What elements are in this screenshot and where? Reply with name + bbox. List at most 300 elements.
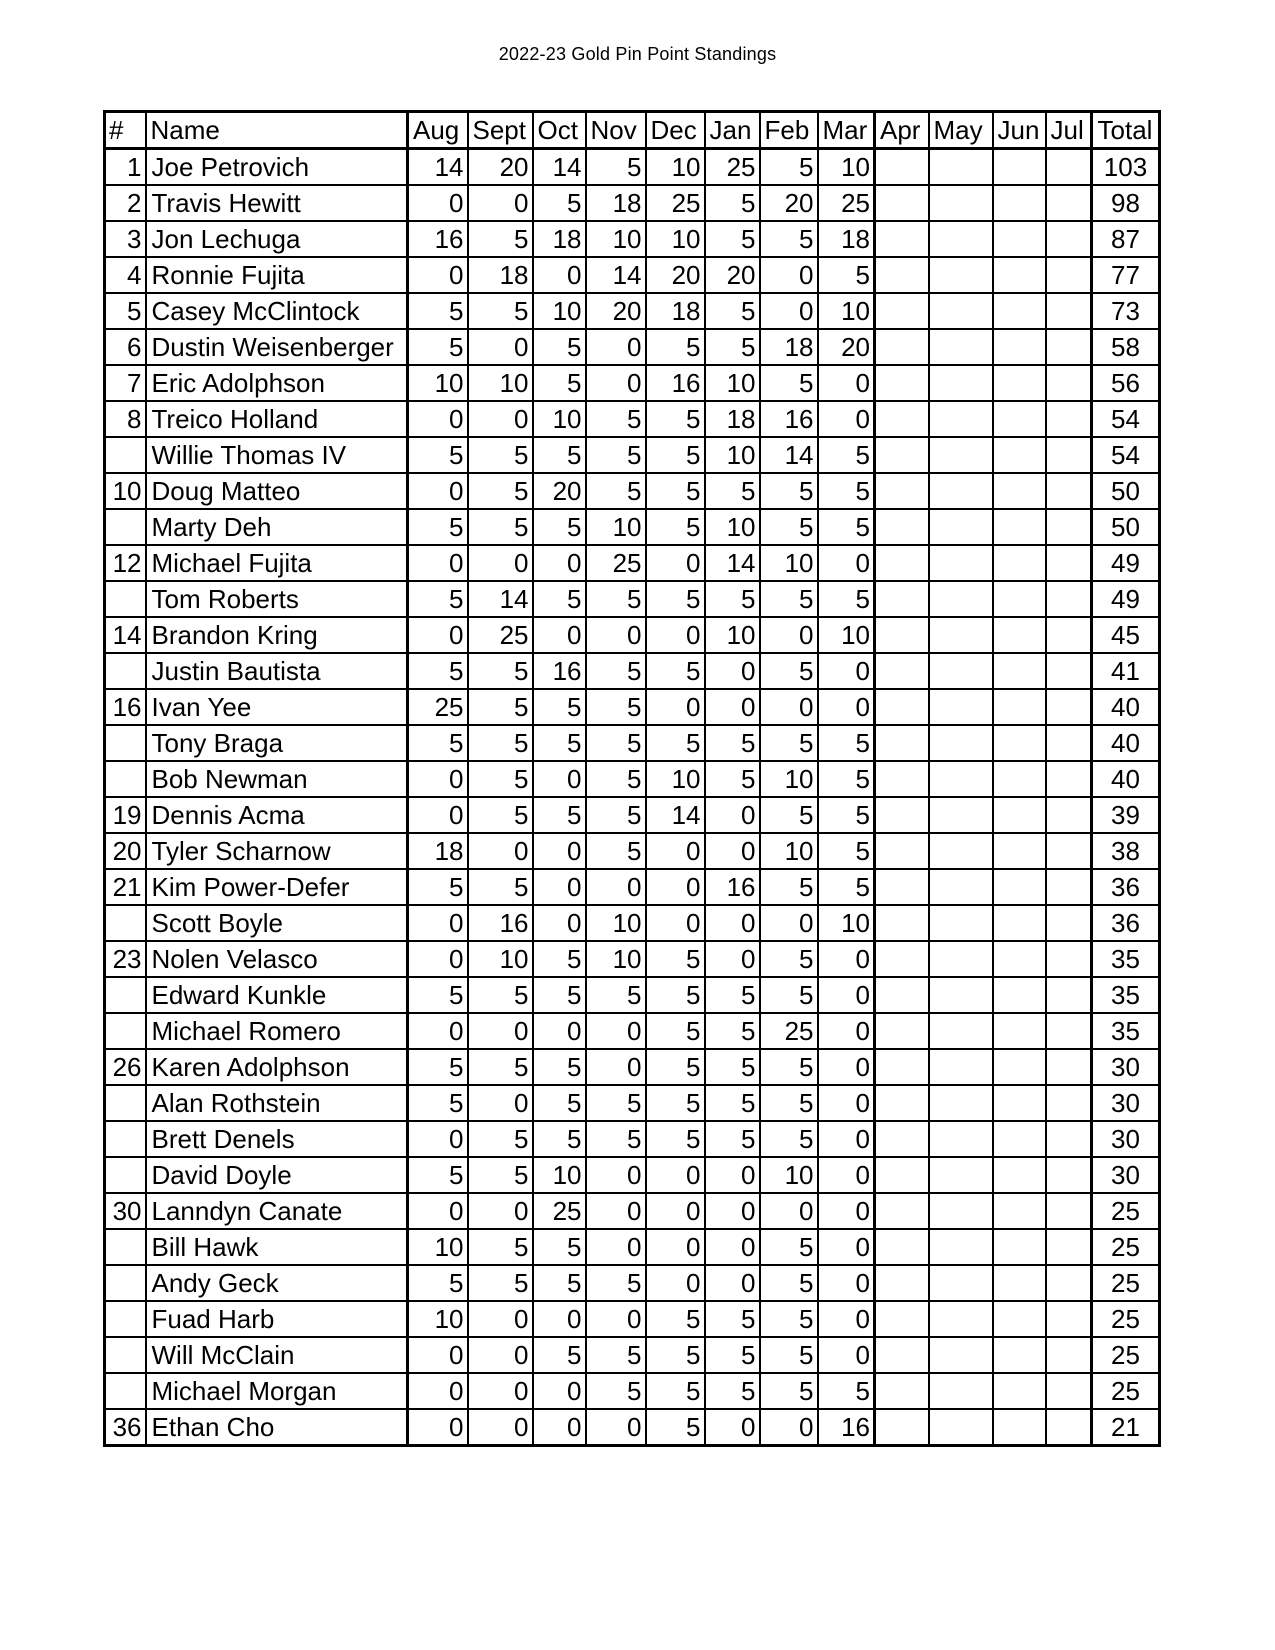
- table-row: [105, 1049, 1160, 1085]
- jul-cell: [1046, 221, 1092, 257]
- total-cell: 49: [1092, 581, 1160, 617]
- oct-cell: 5: [533, 689, 586, 725]
- jan-cell: 0: [705, 1409, 760, 1446]
- mar-cell: 0: [818, 1157, 875, 1193]
- feb-cell: 5: [760, 1265, 818, 1301]
- oct-cell: 0: [533, 761, 586, 797]
- oct-cell: 5: [533, 581, 586, 617]
- jan-cell: 5: [705, 1337, 760, 1373]
- total-cell: 35: [1092, 1013, 1160, 1049]
- feb-cell: 0: [760, 905, 818, 941]
- feb-cell: 0: [760, 293, 818, 329]
- jul-cell: [1046, 1193, 1092, 1229]
- aug-cell: 5: [408, 293, 468, 329]
- may-cell: [929, 1229, 993, 1265]
- mar-cell: 10: [818, 617, 875, 653]
- feb-cell: 5: [760, 797, 818, 833]
- rank-cell: [105, 1301, 146, 1337]
- jan-cell: 5: [705, 329, 760, 365]
- jun-cell: [993, 617, 1046, 653]
- column-header-jul: Jul: [1046, 112, 1092, 149]
- nov-cell: 10: [586, 509, 646, 545]
- rank-cell: 5: [105, 293, 146, 329]
- nov-cell: 5: [586, 581, 646, 617]
- rank-cell: 4: [105, 257, 146, 293]
- sept-cell: 5: [468, 1049, 533, 1085]
- jan-cell: 5: [705, 977, 760, 1013]
- aug-cell: 16: [408, 221, 468, 257]
- jun-cell: [993, 1337, 1046, 1373]
- mar-cell: 10: [818, 293, 875, 329]
- total-cell: 39: [1092, 797, 1160, 833]
- apr-cell: [875, 869, 929, 905]
- oct-cell: 0: [533, 869, 586, 905]
- name-cell: Scott Boyle: [146, 905, 408, 941]
- name-cell: Andy Geck: [146, 1265, 408, 1301]
- total-cell: 25: [1092, 1265, 1160, 1301]
- apr-cell: [875, 653, 929, 689]
- aug-cell: 10: [408, 1229, 468, 1265]
- jan-cell: 18: [705, 401, 760, 437]
- jul-cell: [1046, 869, 1092, 905]
- nov-cell: 0: [586, 1013, 646, 1049]
- nov-cell: 20: [586, 293, 646, 329]
- mar-cell: 0: [818, 1265, 875, 1301]
- may-cell: [929, 761, 993, 797]
- rank-cell: [105, 1265, 146, 1301]
- oct-cell: 20: [533, 473, 586, 509]
- aug-cell: 5: [408, 1265, 468, 1301]
- column-header-mar: Mar: [818, 112, 875, 149]
- table-row: [105, 761, 1160, 797]
- name-cell: Marty Deh: [146, 509, 408, 545]
- table-row: [105, 1409, 1160, 1446]
- jan-cell: 10: [705, 617, 760, 653]
- apr-cell: [875, 1301, 929, 1337]
- may-cell: [929, 617, 993, 653]
- jan-cell: 14: [705, 545, 760, 581]
- table-row: [105, 1013, 1160, 1049]
- jul-cell: [1046, 725, 1092, 761]
- page-title: 2022-23 Gold Pin Point Standings: [498, 44, 777, 64]
- may-cell: [929, 1193, 993, 1229]
- apr-cell: [875, 1373, 929, 1409]
- nov-cell: 5: [586, 833, 646, 869]
- mar-cell: 0: [818, 977, 875, 1013]
- jun-cell: [993, 1265, 1046, 1301]
- sept-cell: 0: [468, 185, 533, 221]
- jul-cell: [1046, 1121, 1092, 1157]
- rank-cell: 30: [105, 1193, 146, 1229]
- jan-cell: 5: [705, 221, 760, 257]
- jan-cell: 5: [705, 761, 760, 797]
- table-row: [105, 1265, 1160, 1301]
- jun-cell: [993, 833, 1046, 869]
- jan-cell: 5: [705, 1301, 760, 1337]
- total-cell: 36: [1092, 905, 1160, 941]
- apr-cell: [875, 689, 929, 725]
- name-cell: Dustin Weisenberger: [146, 329, 408, 365]
- jul-cell: [1046, 689, 1092, 725]
- name-cell: Treico Holland: [146, 401, 408, 437]
- name-cell: Willie Thomas IV: [146, 437, 408, 473]
- total-cell: 54: [1092, 401, 1160, 437]
- mar-cell: 0: [818, 1193, 875, 1229]
- total-cell: 25: [1092, 1193, 1160, 1229]
- rank-cell: [105, 581, 146, 617]
- dec-cell: 10: [646, 761, 705, 797]
- name-cell: Fuad Harb: [146, 1301, 408, 1337]
- total-cell: 35: [1092, 941, 1160, 977]
- jun-cell: [993, 473, 1046, 509]
- name-cell: Ivan Yee: [146, 689, 408, 725]
- dec-cell: 0: [646, 545, 705, 581]
- name-cell: Joe Petrovich: [146, 149, 408, 186]
- feb-cell: 5: [760, 221, 818, 257]
- apr-cell: [875, 833, 929, 869]
- rank-cell: 23: [105, 941, 146, 977]
- jan-cell: 0: [705, 1193, 760, 1229]
- mar-cell: 0: [818, 1121, 875, 1157]
- mar-cell: 5: [818, 797, 875, 833]
- name-cell: Brett Denels: [146, 1121, 408, 1157]
- jan-cell: 25: [705, 149, 760, 186]
- feb-cell: 5: [760, 149, 818, 186]
- nov-cell: 5: [586, 1337, 646, 1373]
- nov-cell: 0: [586, 1409, 646, 1446]
- total-cell: 58: [1092, 329, 1160, 365]
- jan-cell: 5: [705, 725, 760, 761]
- mar-cell: 0: [818, 1085, 875, 1121]
- total-cell: 35: [1092, 977, 1160, 1013]
- nov-cell: 14: [586, 257, 646, 293]
- aug-cell: 5: [408, 725, 468, 761]
- rank-cell: [105, 1121, 146, 1157]
- mar-cell: 5: [818, 1373, 875, 1409]
- jun-cell: [993, 329, 1046, 365]
- name-cell: Dennis Acma: [146, 797, 408, 833]
- feb-cell: 5: [760, 1373, 818, 1409]
- feb-cell: 10: [760, 1157, 818, 1193]
- nov-cell: 5: [586, 437, 646, 473]
- jul-cell: [1046, 473, 1092, 509]
- may-cell: [929, 1121, 993, 1157]
- name-cell: Travis Hewitt: [146, 185, 408, 221]
- apr-cell: [875, 509, 929, 545]
- jan-cell: 0: [705, 1229, 760, 1265]
- name-cell: Nolen Velasco: [146, 941, 408, 977]
- feb-cell: 25: [760, 1013, 818, 1049]
- feb-cell: 0: [760, 617, 818, 653]
- mar-cell: 0: [818, 653, 875, 689]
- column-header-jun: Jun: [993, 112, 1046, 149]
- name-cell: Lanndyn Canate: [146, 1193, 408, 1229]
- sept-cell: 18: [468, 257, 533, 293]
- aug-cell: 5: [408, 1049, 468, 1085]
- total-cell: 98: [1092, 185, 1160, 221]
- aug-cell: 5: [408, 653, 468, 689]
- mar-cell: 0: [818, 1337, 875, 1373]
- total-cell: 40: [1092, 725, 1160, 761]
- aug-cell: 14: [408, 149, 468, 186]
- jul-cell: [1046, 1229, 1092, 1265]
- nov-cell: 5: [586, 689, 646, 725]
- mar-cell: 5: [818, 581, 875, 617]
- jun-cell: [993, 293, 1046, 329]
- total-cell: 54: [1092, 437, 1160, 473]
- total-cell: 56: [1092, 365, 1160, 401]
- may-cell: [929, 581, 993, 617]
- mar-cell: 5: [818, 509, 875, 545]
- nov-cell: 5: [586, 1121, 646, 1157]
- column-header-sept: Sept: [468, 112, 533, 149]
- name-cell: Michael Romero: [146, 1013, 408, 1049]
- aug-cell: 5: [408, 1085, 468, 1121]
- apr-cell: [875, 545, 929, 581]
- may-cell: [929, 1049, 993, 1085]
- table-row: [105, 185, 1160, 221]
- jan-cell: 5: [705, 293, 760, 329]
- table-row: [105, 725, 1160, 761]
- table-row: [105, 257, 1160, 293]
- table-row: [105, 689, 1160, 725]
- table-row: [105, 545, 1160, 581]
- aug-cell: 0: [408, 185, 468, 221]
- feb-cell: 10: [760, 545, 818, 581]
- mar-cell: 0: [818, 689, 875, 725]
- mar-cell: 5: [818, 761, 875, 797]
- sept-cell: 5: [468, 653, 533, 689]
- aug-cell: 0: [408, 1373, 468, 1409]
- mar-cell: 5: [818, 725, 875, 761]
- dec-cell: 16: [646, 365, 705, 401]
- mar-cell: 10: [818, 905, 875, 941]
- name-cell: Alan Rothstein: [146, 1085, 408, 1121]
- dec-cell: 0: [646, 1193, 705, 1229]
- feb-cell: 5: [760, 1121, 818, 1157]
- sept-cell: 0: [468, 833, 533, 869]
- aug-cell: 0: [408, 473, 468, 509]
- may-cell: [929, 149, 993, 186]
- may-cell: [929, 329, 993, 365]
- feb-cell: 5: [760, 1229, 818, 1265]
- column-header-total: Total: [1092, 112, 1160, 149]
- apr-cell: [875, 797, 929, 833]
- table-row: [105, 581, 1160, 617]
- oct-cell: 5: [533, 977, 586, 1013]
- mar-cell: 0: [818, 1013, 875, 1049]
- apr-cell: [875, 1193, 929, 1229]
- jun-cell: [993, 149, 1046, 186]
- total-cell: 40: [1092, 689, 1160, 725]
- mar-cell: 5: [818, 833, 875, 869]
- may-cell: [929, 1373, 993, 1409]
- apr-cell: [875, 1409, 929, 1446]
- sept-cell: 5: [468, 221, 533, 257]
- oct-cell: 14: [533, 149, 586, 186]
- nov-cell: 5: [586, 1265, 646, 1301]
- sept-cell: 0: [468, 1193, 533, 1229]
- table-row: [105, 365, 1160, 401]
- column-header-may: May: [929, 112, 993, 149]
- jul-cell: [1046, 437, 1092, 473]
- sept-cell: 5: [468, 509, 533, 545]
- sept-cell: 5: [468, 869, 533, 905]
- aug-cell: 0: [408, 1337, 468, 1373]
- jan-cell: 0: [705, 941, 760, 977]
- jun-cell: [993, 1409, 1046, 1446]
- apr-cell: [875, 1157, 929, 1193]
- nov-cell: 5: [586, 473, 646, 509]
- mar-cell: 5: [818, 437, 875, 473]
- total-cell: 103: [1092, 149, 1160, 186]
- jun-cell: [993, 689, 1046, 725]
- dec-cell: 5: [646, 1301, 705, 1337]
- dec-cell: 5: [646, 653, 705, 689]
- total-cell: 21: [1092, 1409, 1160, 1446]
- oct-cell: 5: [533, 1265, 586, 1301]
- jun-cell: [993, 581, 1046, 617]
- dec-cell: 0: [646, 905, 705, 941]
- jul-cell: [1046, 797, 1092, 833]
- jan-cell: 10: [705, 509, 760, 545]
- table-row: [105, 329, 1160, 365]
- feb-cell: 5: [760, 725, 818, 761]
- aug-cell: 5: [408, 977, 468, 1013]
- feb-cell: 5: [760, 1049, 818, 1085]
- oct-cell: 0: [533, 545, 586, 581]
- oct-cell: 5: [533, 509, 586, 545]
- name-cell: Karen Adolphson: [146, 1049, 408, 1085]
- sept-cell: 5: [468, 293, 533, 329]
- mar-cell: 0: [818, 365, 875, 401]
- may-cell: [929, 1301, 993, 1337]
- rank-cell: [105, 1013, 146, 1049]
- sept-cell: 5: [468, 1229, 533, 1265]
- feb-cell: 5: [760, 1301, 818, 1337]
- apr-cell: [875, 1013, 929, 1049]
- aug-cell: 0: [408, 1193, 468, 1229]
- jan-cell: 20: [705, 257, 760, 293]
- jan-cell: 5: [705, 473, 760, 509]
- sept-cell: 25: [468, 617, 533, 653]
- oct-cell: 5: [533, 1049, 586, 1085]
- rank-cell: 7: [105, 365, 146, 401]
- dec-cell: 5: [646, 509, 705, 545]
- sept-cell: 0: [468, 1085, 533, 1121]
- aug-cell: 25: [408, 689, 468, 725]
- table-row: [105, 149, 1160, 186]
- nov-cell: 0: [586, 1229, 646, 1265]
- oct-cell: 5: [533, 329, 586, 365]
- feb-cell: 14: [760, 437, 818, 473]
- jul-cell: [1046, 1085, 1092, 1121]
- jan-cell: 0: [705, 905, 760, 941]
- rank-cell: 36: [105, 1409, 146, 1446]
- jun-cell: [993, 1085, 1046, 1121]
- jun-cell: [993, 1373, 1046, 1409]
- name-cell: Edward Kunkle: [146, 977, 408, 1013]
- jun-cell: [993, 401, 1046, 437]
- rank-cell: 14: [105, 617, 146, 653]
- nov-cell: 10: [586, 941, 646, 977]
- oct-cell: 0: [533, 833, 586, 869]
- oct-cell: 18: [533, 221, 586, 257]
- feb-cell: 0: [760, 689, 818, 725]
- dec-cell: 25: [646, 185, 705, 221]
- table-row: [105, 437, 1160, 473]
- jan-cell: 5: [705, 1013, 760, 1049]
- feb-cell: 10: [760, 833, 818, 869]
- name-cell: Justin Bautista: [146, 653, 408, 689]
- rank-cell: [105, 977, 146, 1013]
- oct-cell: 25: [533, 1193, 586, 1229]
- apr-cell: [875, 437, 929, 473]
- aug-cell: 5: [408, 1157, 468, 1193]
- rank-cell: 1: [105, 149, 146, 186]
- may-cell: [929, 797, 993, 833]
- sept-cell: 5: [468, 977, 533, 1013]
- rank-cell: [105, 1373, 146, 1409]
- total-cell: 50: [1092, 473, 1160, 509]
- dec-cell: 0: [646, 617, 705, 653]
- total-cell: 87: [1092, 221, 1160, 257]
- rank-cell: [105, 437, 146, 473]
- dec-cell: 5: [646, 725, 705, 761]
- apr-cell: [875, 1049, 929, 1085]
- total-cell: 30: [1092, 1157, 1160, 1193]
- sept-cell: 0: [468, 1337, 533, 1373]
- dec-cell: 5: [646, 1409, 705, 1446]
- table-row: [105, 473, 1160, 509]
- name-cell: Tyler Scharnow: [146, 833, 408, 869]
- rank-cell: [105, 1085, 146, 1121]
- jan-cell: 5: [705, 185, 760, 221]
- jul-cell: [1046, 545, 1092, 581]
- aug-cell: 10: [408, 365, 468, 401]
- feb-cell: 5: [760, 1085, 818, 1121]
- jul-cell: [1046, 1301, 1092, 1337]
- jan-cell: 0: [705, 797, 760, 833]
- feb-cell: 5: [760, 1337, 818, 1373]
- oct-cell: 0: [533, 1373, 586, 1409]
- jun-cell: [993, 761, 1046, 797]
- nov-cell: 0: [586, 329, 646, 365]
- apr-cell: [875, 1265, 929, 1301]
- column-header-name: Name: [146, 112, 408, 149]
- jun-cell: [993, 941, 1046, 977]
- total-cell: 30: [1092, 1085, 1160, 1121]
- table-row: [105, 221, 1160, 257]
- sept-cell: 5: [468, 797, 533, 833]
- rank-cell: 12: [105, 545, 146, 581]
- name-cell: Casey McClintock: [146, 293, 408, 329]
- total-cell: 50: [1092, 509, 1160, 545]
- jan-cell: 0: [705, 689, 760, 725]
- feb-cell: 5: [760, 473, 818, 509]
- aug-cell: 0: [408, 545, 468, 581]
- nov-cell: 0: [586, 1193, 646, 1229]
- may-cell: [929, 833, 993, 869]
- total-cell: 77: [1092, 257, 1160, 293]
- feb-cell: 16: [760, 401, 818, 437]
- column-header-apr: Apr: [875, 112, 929, 149]
- total-cell: 40: [1092, 761, 1160, 797]
- apr-cell: [875, 617, 929, 653]
- jul-cell: [1046, 905, 1092, 941]
- dec-cell: 5: [646, 1373, 705, 1409]
- dec-cell: 14: [646, 797, 705, 833]
